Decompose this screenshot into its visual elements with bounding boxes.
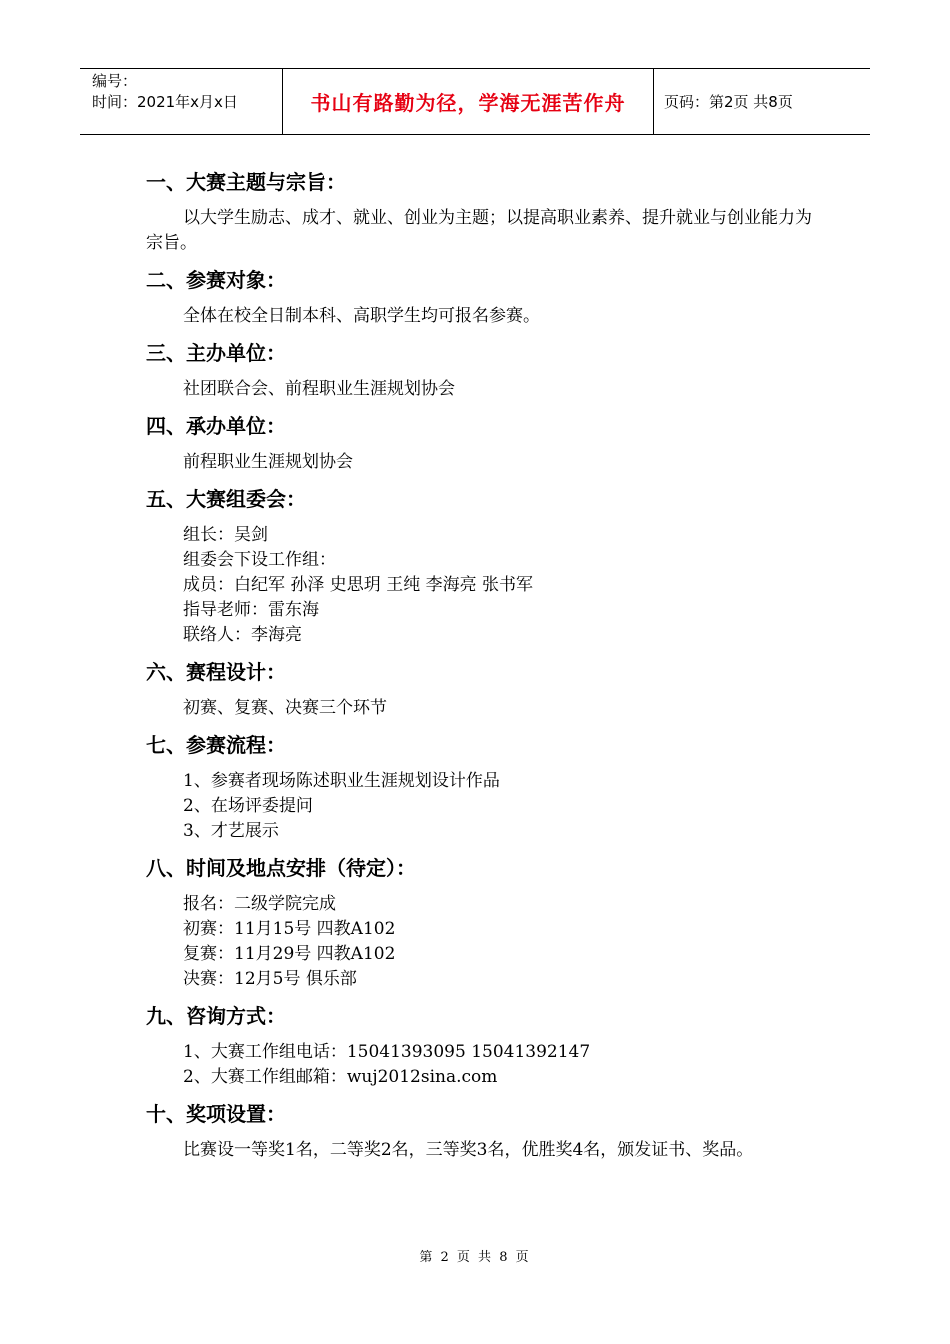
section-line: 报名：二级学院完成: [183, 894, 336, 914]
section-line: 联络人：李海亮: [183, 625, 302, 645]
section-line: 决赛：12月5号 俱乐部: [183, 969, 357, 989]
section-paragraph: 比赛设一等奖1名，二等奖2名，三等奖3名，优胜奖4名，颁发证书、奖品。: [183, 1140, 754, 1160]
section-6: [146, 660, 816, 721]
section-9: [146, 1004, 816, 1090]
section-paragraph: 以大学生励志、成才、就业、创业为主题；以提高职业素养、提升就业与创业能力为宗旨。: [146, 208, 812, 253]
section-title: 七、参赛流程：: [146, 733, 286, 757]
section-title: 四、承办单位：: [146, 414, 286, 438]
section-title: 六、赛程设计：: [146, 660, 286, 684]
section-line: 指导老师：雷东海: [183, 600, 319, 620]
section-line: 成员：白纪军 孙泽 史思玥 王纯 李海亮 张书军: [183, 575, 534, 595]
section-3: [146, 341, 816, 402]
header-page-info: 页码：第2页 共8页: [664, 93, 793, 111]
section-title: 五、大赛组委会：: [146, 487, 306, 511]
section-4: [146, 414, 816, 475]
section-7: [146, 733, 816, 844]
page-header: [80, 68, 870, 135]
document-number: 编号：: [92, 72, 138, 90]
header-motto: 书山有路勤为径，学海无涯苦作舟: [282, 69, 654, 134]
section-line: 前程职业生涯规划协会: [183, 452, 353, 472]
section-line: 3、才艺展示: [183, 821, 279, 841]
section-2: [146, 268, 816, 329]
section-line: 2、在场评委提问: [183, 796, 313, 816]
section-line: 全体在校全日制本科、高职学生均可报名参赛。: [183, 306, 540, 326]
document-body: [146, 170, 816, 1175]
section-line: 组委会下设工作组：: [183, 550, 336, 570]
section-line: 组长：吴剑: [183, 525, 268, 545]
section-title: 九、咨询方式：: [146, 1004, 286, 1028]
section-title: 一、大赛主题与宗旨：: [146, 170, 346, 194]
section-8: [146, 856, 816, 992]
section-line: 2、大赛工作组邮箱：wuj2012sina.com: [183, 1067, 498, 1087]
section-line: 复赛：11月29号 四教A102: [183, 944, 396, 964]
section-5: [146, 487, 816, 648]
header-meta: [80, 69, 282, 134]
section-1: [146, 170, 816, 256]
document-time: 时间：2021年x月x日: [92, 93, 238, 111]
section-title: 二、参赛对象：: [146, 268, 286, 292]
section-line: 1、大赛工作组电话：15041393095 15041392147: [183, 1042, 591, 1062]
page-footer: 第 2 页 共 8 页: [419, 1250, 531, 1265]
section-line: 社团联合会、前程职业生涯规划协会: [183, 379, 455, 399]
section-line: 1、参赛者现场陈述职业生涯规划设计作品: [183, 771, 500, 791]
section-title: 三、主办单位：: [146, 341, 286, 365]
section-title: 十、奖项设置：: [146, 1102, 286, 1126]
section-line: 初赛：11月15号 四教A102: [183, 919, 396, 939]
section-10: [146, 1102, 816, 1163]
section-line: 初赛、复赛、决赛三个环节: [183, 698, 387, 718]
section-title: 八、时间及地点安排（待定）：: [146, 856, 416, 880]
